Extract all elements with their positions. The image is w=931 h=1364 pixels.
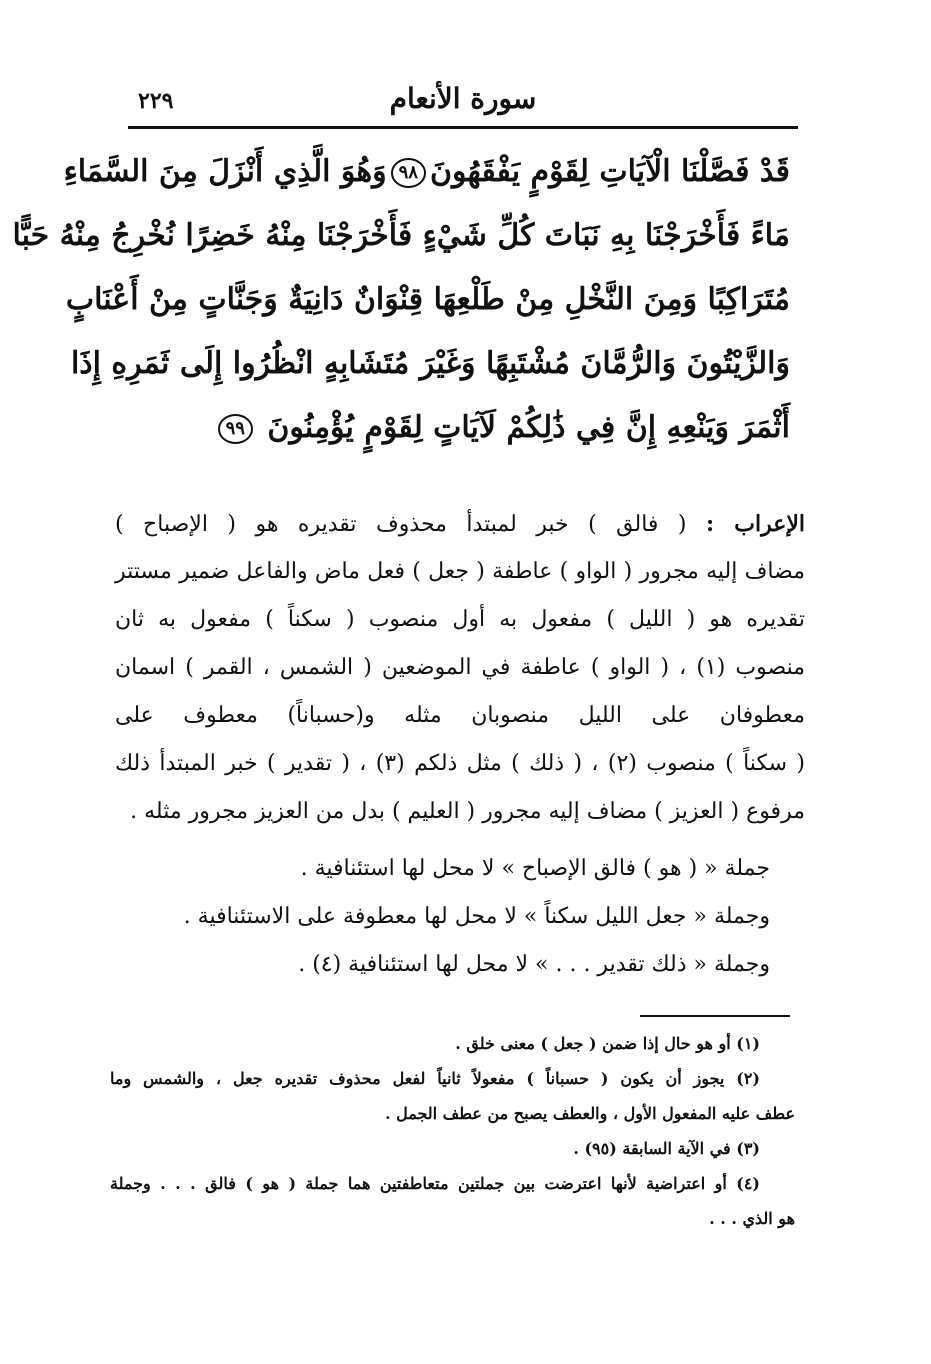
verse-line-5: [140, 396, 790, 460]
footnotes: [110, 1026, 810, 1236]
irab-line-7: مرفوع ( العزيز ) مضاف إليه مجرور ( العليم ) بدل من العزيز مجرور مثله .: [130, 799, 805, 824]
footnote-3: (٣) في الآية السابقة (٩٥) .: [573, 1139, 760, 1158]
irab-text: ( فالق ) خبر لمبتدأ محذوف تقديره هو ( الإصباح ): [115, 512, 687, 537]
footnote-separator: [640, 1015, 790, 1017]
page-header: [128, 78, 798, 122]
jumla-line-1: جملة « ( هو ) فالق الإصباح » لا محل لها استئنافية .: [300, 856, 770, 881]
irab-line-1: [115, 500, 805, 548]
irab-line-5: معطوفان على الليل منصوبان مثله و(حسباناً) معطوف على: [115, 703, 805, 728]
ayah-marker-98: ٩٨: [391, 158, 426, 188]
jumla-line-2: وجملة « جعل الليل سكناً » لا محل لها معطوفة على الاستئنافية .: [183, 904, 770, 929]
quran-verses: [12, 140, 790, 460]
verse-line-1: [63, 140, 790, 204]
surah-title: سورة الأنعام: [389, 82, 537, 115]
footnote-4-continued: هو الذي . . .: [709, 1209, 795, 1228]
jumla-line-3: وجملة « ذلك تقدير . . . » لا محل لها استئنافية (٤) .: [298, 952, 770, 977]
page-number: ٢٢٩: [138, 88, 174, 114]
irab-paragraph: [115, 500, 805, 836]
irab-line-2: مضاف إليه مجرور ( الواو ) عاطفة ( جعل ) فعل ماض والفاعل ضمير مستتر: [115, 559, 805, 584]
header-rule: [128, 126, 798, 129]
verse-line-4: وَالزَّيْتُونَ وَالرُّمَّانَ مُشْتَبِهًا وَغَيْرَ مُتَشَابِهٍ انْظُرُوا إِلَى ثَمَرِهِ إِذَا: [70, 346, 790, 381]
verse-text: أَثْمَرَ وَيَنْعِهِ إِنَّ فِي ذَٰلِكُمْ لَآيَاتٍ لِقَوْمٍ يُؤْمِنُونَ: [267, 410, 790, 445]
verse-line-2: مَاءً فَأَخْرَجْنَا بِهِ نَبَاتَ كُلِّ شَيْءٍ فَأَخْرَجْنَا مِنْهُ خَضِرًا نُخْرِجُ مِنْهُ حَبًّا: [12, 218, 790, 253]
irab-line-6: ( سكناً ) منصوب (٢) ، ( ذلك ) مثل ذلكم (٣) ، ( تقدير ) خبر المبتدأ ذلك: [115, 751, 805, 776]
verse-line-3: مُتَرَاكِبًا وَمِنَ النَّخْلِ مِنْ طَلْعِهَا قِنْوَانٌ دَانِيَةٌ وَجَنَّاتٍ مِنْ أَعْنَابٍ: [65, 282, 790, 317]
ayah-marker-99: ٩٩: [218, 414, 253, 444]
sentences-analysis: [140, 845, 770, 989]
verse-text: وَهُوَ الَّذِي أَنْزَلَ مِنَ السَّمَاءِ: [63, 154, 387, 189]
irab-heading: الإعراب :: [706, 511, 806, 537]
footnote-2-continued: عطف عليه المفعول الأول ، والعطف يصبح من عطف الجمل .: [384, 1104, 795, 1123]
irab-line-4: منصوب (١) ، ( الواو ) عاطفة في الموضعين ( الشمس ، القمر ) اسمان: [115, 655, 805, 680]
footnote-2: (٢) يجوز أن يكون ( حسباناً ) مفعولاً ثانياً لفعل محذوف تقديره جعل ، والشمس وما: [110, 1069, 760, 1088]
footnote-1: (١) أو هو حال إذا ضمن ( جعل ) معنى خلق .: [455, 1034, 760, 1053]
verse-text: قَدْ فَصَّلْنَا الْآيَاتِ لِقَوْمٍ يَفْقَهُونَ: [430, 154, 790, 189]
footnote-4: (٤) أو اعتراضية لأنها اعترضت بين جملتين متعاطفتين هما جملة ( هو ) فالق . . . وجملة: [110, 1174, 760, 1193]
irab-line-3: تقديره هو ( الليل ) مفعول به أول منصوب ( سكناً ) مفعول به ثان: [115, 607, 805, 632]
